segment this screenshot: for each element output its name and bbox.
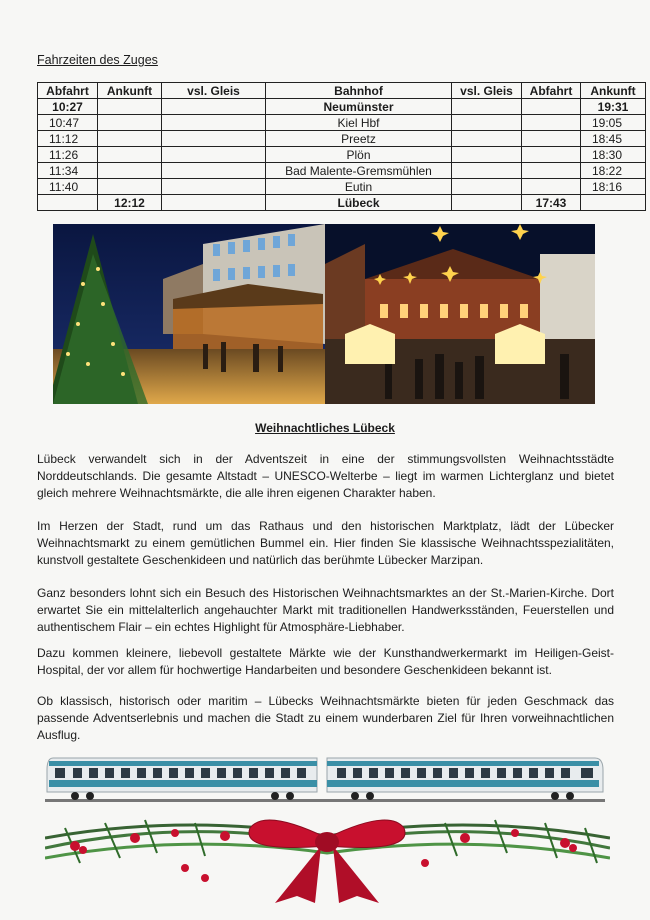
arr-out-cell: 12:12 (98, 195, 162, 211)
dep-ret-cell: 17:43 (522, 195, 581, 211)
platform-out-cell (162, 147, 266, 163)
dep-ret-cell (522, 115, 581, 131)
table-row (38, 179, 646, 195)
table-row (38, 131, 646, 147)
platform-ret-cell (452, 115, 522, 131)
table-row (38, 147, 646, 163)
platform-out-cell (162, 195, 266, 211)
dep-ret-cell (522, 131, 581, 147)
station-cell: Lübeck (266, 195, 452, 211)
dep-ret-cell (522, 147, 581, 163)
platform-ret-cell (452, 131, 522, 147)
station-cell: Neumünster (266, 99, 452, 115)
platform-ret-cell (452, 163, 522, 179)
dep-out-cell: 10:27 (38, 99, 98, 115)
arr-ret-cell: 19:31 (581, 99, 646, 115)
col-header-platform-outbound: vsl. Gleis (162, 83, 266, 99)
arr-ret-cell: 18:16 (581, 179, 646, 195)
arr-out-cell (98, 147, 162, 163)
platform-ret-cell (452, 147, 522, 163)
station-cell: Kiel Hbf (266, 115, 452, 131)
dep-ret-cell (522, 179, 581, 195)
dep-out-cell: 11:26 (38, 147, 98, 163)
platform-out-cell (162, 163, 266, 179)
platform-out-cell (162, 99, 266, 115)
article-paragraph: Dazu kommen kleinere, liebevoll gestaltete Märkte wie der Kunsthandwerkermarkt im Heiligen-Geist-Hospital, der vor allem für hochwertige Handarbeiten und besondere Geschenkideen bekannt ist. (37, 646, 614, 677)
col-header-departure-outbound: Abfahrt (38, 83, 98, 99)
platform-ret-cell (452, 99, 522, 115)
arr-out-cell (98, 115, 162, 131)
platform-out-cell (162, 115, 266, 131)
platform-ret-cell (452, 195, 522, 211)
arr-ret-cell: 19:05 (581, 115, 646, 131)
platform-out-cell (162, 179, 266, 195)
dep-ret-cell (522, 163, 581, 179)
schedule-title: Fahrzeiten des Zuges (37, 53, 158, 67)
dep-out-cell: 11:40 (38, 179, 98, 195)
dep-out-cell: 11:12 (38, 131, 98, 147)
market-square-photo (325, 224, 595, 404)
article-heading: Weihnachtliches Lübeck (255, 421, 395, 435)
christmas-garland (45, 808, 610, 903)
col-header-arrival-outbound: Ankunft (98, 83, 162, 99)
table-row (38, 195, 646, 211)
platform-out-cell (162, 131, 266, 147)
market-street-photo (53, 224, 325, 404)
arr-ret-cell: 18:30 (581, 147, 646, 163)
dep-ret-cell (522, 99, 581, 115)
christmas-market-photo (53, 224, 595, 404)
schedule-header-row (38, 83, 646, 99)
article-paragraph: Im Herzen der Stadt, rund um das Rathaus und den historischen Marktplatz, lädt der Lübecker Weihnachtsmarkt zu einem gemütlichen Bummel ein. Hier finden Sie klassische Weihnachtsspezialitäten, kunstvoll gestaltete Geschenkideen und natürlich das berühmte Lübecker Marzipan. (37, 519, 614, 567)
station-cell: Plön (266, 147, 452, 163)
arr-ret-cell: 18:45 (581, 131, 646, 147)
arr-ret-cell: 18:22 (581, 163, 646, 179)
col-header-departure-return: Abfahrt (522, 83, 581, 99)
arr-ret-cell (581, 195, 646, 211)
table-row (38, 163, 646, 179)
dep-out-cell: 11:34 (38, 163, 98, 179)
arr-out-cell (98, 131, 162, 147)
station-cell: Bad Malente-Gremsmühlen (266, 163, 452, 179)
station-cell: Eutin (266, 179, 452, 195)
train-car (47, 758, 317, 800)
table-row (38, 99, 646, 115)
train-car (327, 758, 603, 800)
article-paragraph: Ob klassisch, historisch oder maritim – Lübecks Weihnachtsmärkte bieten für jeden Geschmack das passende Adventserlebnis und machen die Stadt zu einem wunderbaren Ziel für Ihren vorweihnachtlichen Ausflug. (37, 694, 614, 742)
table-row (38, 115, 646, 131)
schedule-table (37, 82, 646, 211)
dep-out-cell: 10:47 (38, 115, 98, 131)
arr-out-cell (98, 179, 162, 195)
article-paragraph: Lübeck verwandelt sich in der Adventszeit in eine der stimmungsvollsten Weihnachtsstädte Norddeutschlands. Die gesamte Altstadt – UNESCO-Welterbe – liegt im warmen Lichterglanz und bietet gleich mehrere Weihnachtsmärkte, die alle ihren eigenen Charakter haben. (37, 452, 614, 500)
col-header-platform-return: vsl. Gleis (452, 83, 522, 99)
col-header-station: Bahnhof (266, 83, 452, 99)
arr-out-cell (98, 163, 162, 179)
col-header-arrival-return: Ankunft (581, 83, 646, 99)
dep-out-cell (38, 195, 98, 211)
train-illustration (45, 750, 605, 805)
article-paragraph: Ganz besonders lohnt sich ein Besuch des Historischen Weihnachtsmarktes an der St.-Marien-Kirche. Dort erwartet Sie ein mittelalterlich angehauchter Markt mit traditionellen Handwerksständen, Feuerstellen und authentischem Flair – ein echtes Highlight für Atmosphäre-Liebhaber. (37, 586, 614, 634)
arr-out-cell (98, 99, 162, 115)
station-cell: Preetz (266, 131, 452, 147)
platform-ret-cell (452, 179, 522, 195)
